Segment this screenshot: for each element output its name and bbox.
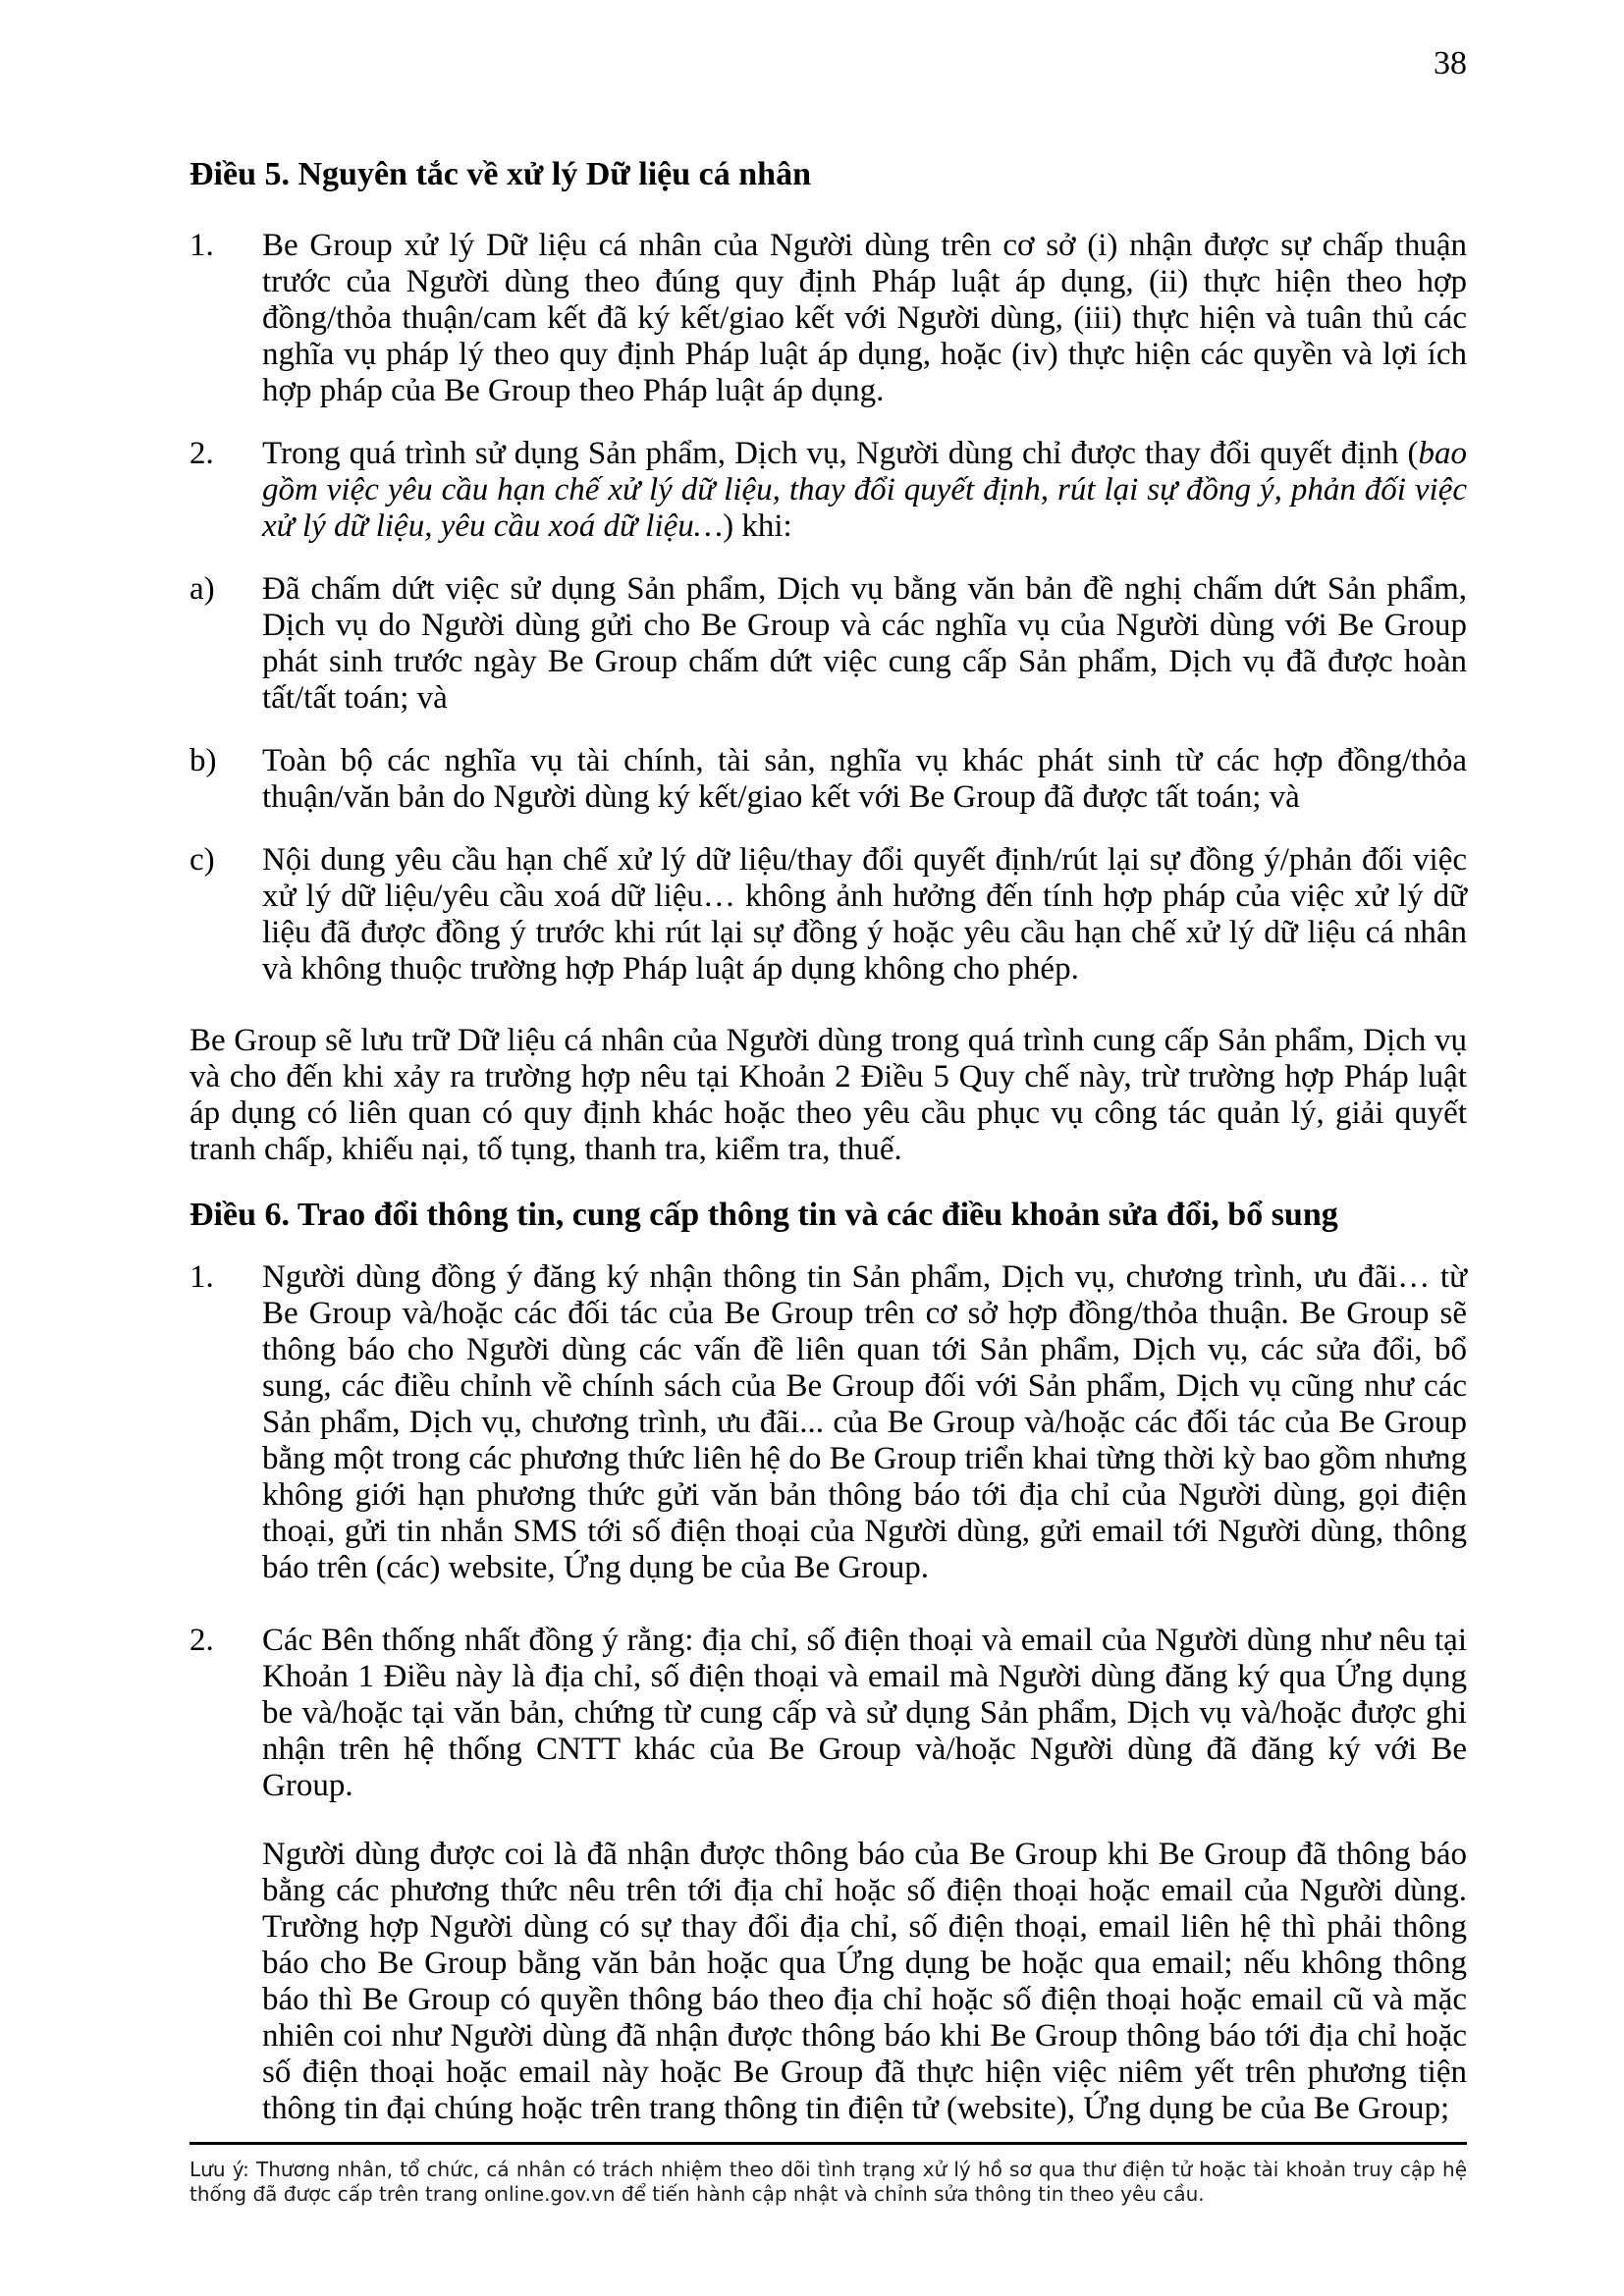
list-item-text: Các Bên thống nhất đồng ý rằng: địa chỉ, số điện thoại và email của Người dùng như nêu tại Khoản 1 Điều này là địa chỉ, số điện thoại và email mà Người dùng đăng ký qua Ứng dụng be và/hoặc tại văn bản, chứng từ cung cấp và sử dụng Sản phẩm, Dịch vụ và/hoặc được ghi nhận trên hệ thống CNTT khác của Be Group và/hoặc Người dùng đã đăng ký với Be Group. (262, 1623, 1467, 1803)
list-marker: 2. (189, 436, 214, 471)
article5-item-c (189, 842, 1467, 988)
item2-text-before: Trong quá trình sử dụng Sản phẩm, Dịch vụ, Người dùng chỉ được thay đổi quyết định ( (262, 436, 1419, 471)
page-number: 38 (1434, 45, 1467, 81)
article5-item-b (189, 743, 1467, 816)
article6-heading: Điều 6. Trao đổi thông tin, cung cấp thông tin và các điều khoản sửa đổi, bổ sung (189, 1197, 1338, 1233)
footer-note: Lưu ý: Thương nhân, tổ chức, cá nhân có trách nhiệm theo dõi tình trạng xử lý hồ sơ qua thư điện tử hoặc tài khoản truy cập hệ thống đã được cấp trên trang online.gov.vn để tiến hành cập nhật và chỉnh sửa thông tin theo yêu cầu. (189, 2158, 1467, 2206)
list-item-text: Nội dung yêu cầu hạn chế xử lý dữ liệu/thay đổi quyết định/rút lại sự đồng ý/phản đối việc xử lý dữ liệu/yêu cầu xoá dữ liệu… không ảnh hưởng đến tính hợp pháp của việc xử lý dữ liệu đã được đồng ý trước khi rút lại sự đồng ý hoặc yêu cầu hạn chế xử lý dữ liệu cá nhân và không thuộc trường hợp Pháp luật áp dụng không cho phép. (262, 842, 1467, 987)
article6-continuation-paragraph: Người dùng được coi là đã nhận được thông báo của Be Group khi Be Group đã thông báo bằng các phương thức nêu trên tới địa chỉ hoặc số điện thoại hoặc email của Người dùng. Trường hợp Người dùng có sự thay đổi địa chỉ, số điện thoại, email liên hệ thì phải thông báo cho Be Group bằng văn bản hoặc qua Ứng dụng be hoặc qua email; nếu không thông báo thì Be Group có quyền thông báo theo địa chỉ hoặc số điện thoại hoặc email cũ và mặc nhiên coi như Người dùng đã nhận được thông báo khi Be Group thông báo tới địa chỉ hoặc số điện thoại hoặc email này hoặc Be Group đã thực hiện việc niêm yết trên phương tiện thông tin đại chúng hoặc trên trang thông tin điện tử (website), Ứng dụng be của Be Group; (262, 1837, 1467, 2126)
article5-item-2 (189, 436, 1467, 545)
list-item-text: Người dùng đồng ý đăng ký nhận thông tin Sản phẩm, Dịch vụ, chương trình, ưu đãi… từ Be Group và/hoặc các đối tác của Be Group trên cơ sở hợp đồng/thỏa thuận. Be Group sẽ thông báo cho Người dùng các vấn đề liên quan tới Sản phẩm, Dịch vụ, các sửa đổi, bổ sung, các điều chỉnh về chính sách của Be Group đối với Sản phẩm, Dịch vụ cũng như các Sản phẩm, Dịch vụ, chương trình, ưu đãi... của Be Group và/hoặc các đối tác của Be Group bằng một trong các phương thức liên hệ do Be Group triển khai từng thời kỳ bao gồm nhưng không giới hạn phương thức gửi văn bản thông báo tới địa chỉ của Người dùng, gọi điện thoại, gửi tin nhắn SMS tới số điện thoại của Người dùng, gửi email tới Người dùng, thông báo trên (các) website, Ứng dụng be của Be Group. (262, 1259, 1467, 1585)
list-marker: a) (189, 571, 215, 607)
list-marker: 1. (189, 228, 214, 263)
article5-heading: Điều 5. Nguyên tắc về xử lý Dữ liệu cá nhân (189, 156, 811, 192)
list-marker: 1. (189, 1259, 214, 1295)
list-item-text: Be Group xử lý Dữ liệu cá nhân của Người dùng trên cơ sở (i) nhận được sự chấp thuận trước của Người dùng theo đúng quy định Pháp luật áp dụng, (ii) thực hiện theo hợp đồng/thỏa thuận/cam kết đã ký kết/giao kết với Người dùng, (iii) thực hiện và tuân thủ các nghĩa vụ pháp lý theo quy định Pháp luật áp dụng, hoặc (iv) thực hiện các quyền và lợi ích hợp pháp của Be Group theo Pháp luật áp dụng. (262, 228, 1467, 408)
item2-text-after: ) khi: (723, 508, 792, 544)
list-item-text: Đã chấm dứt việc sử dụng Sản phẩm, Dịch vụ bằng văn bản đề nghị chấm dứt Sản phẩm, Dịch vụ do Người dùng gửi cho Be Group và các nghĩa vụ của Người dùng với Be Group phát sinh trước ngày Be Group chấm dứt việc cung cấp Sản phẩm, Dịch vụ đã được hoàn tất/tất toán; và (262, 571, 1467, 716)
article6-item-2 (189, 1623, 1467, 1804)
article5-closing-paragraph: Be Group sẽ lưu trữ Dữ liệu cá nhân của Người dùng trong quá trình cung cấp Sản phẩm, Dịch vụ và cho đến khi xảy ra trường hợp nêu tại Khoản 2 Điều 5 Quy chế này, trừ trường hợp Pháp luật áp dụng có liên quan có quy định khác hoặc theo yêu cầu phục vụ công tác quản lý, giải quyết tranh chấp, khiếu nại, tố tụng, thanh tra, kiểm tra, thuế. (189, 1023, 1467, 1167)
list-marker: b) (189, 743, 217, 778)
list-item-text (262, 436, 1467, 545)
article5-item-a (189, 571, 1467, 717)
list-marker: c) (189, 842, 215, 878)
footer (189, 2142, 1467, 2207)
article5-item-1 (189, 228, 1467, 409)
article6-item-1 (189, 1259, 1467, 1586)
item2-text-italic: bao gồm việc yêu cầu hạn chế xử lý dữ liệu, thay đổi quyết định, rút lại sự đồng ý, phản đối việc xử lý dữ liệu, yêu cầu xoá dữ liệu… (262, 436, 1467, 544)
list-marker: 2. (189, 1623, 214, 1658)
list-item-text: Toàn bộ các nghĩa vụ tài chính, tài sản, nghĩa vụ khác phát sinh từ các hợp đồng/thỏa thuận/văn bản do Người dùng ký kết/giao kết với Be Group đã được tất toán; và (262, 743, 1467, 815)
